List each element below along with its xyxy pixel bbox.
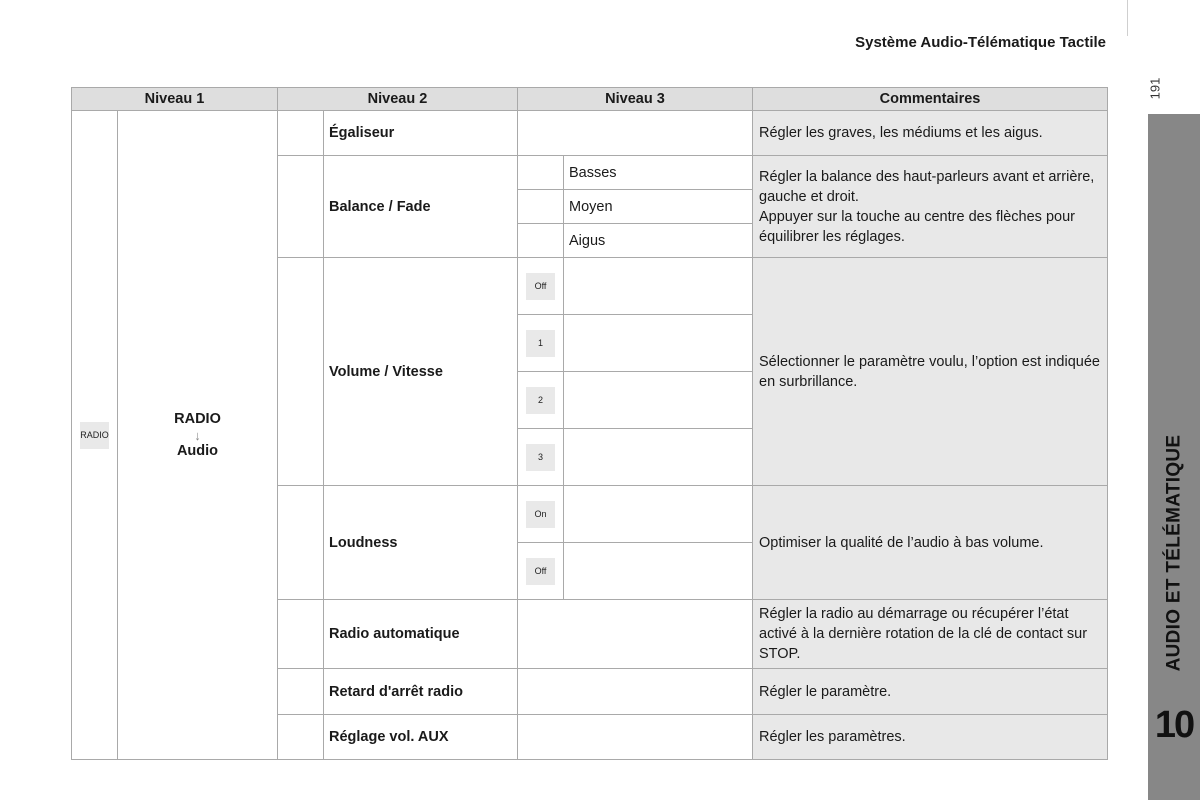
comment-cell: Régler les graves, les médiums et les aigus.: [753, 111, 1108, 156]
page-number-text: 191: [1147, 77, 1163, 99]
level3-empty-cell: [518, 600, 753, 669]
chapter-title-text: AUDIO ET TÉLÉMATIQUE: [1163, 434, 1184, 672]
level2-icon-cell: [278, 111, 324, 156]
radio-icon: RADIO: [80, 422, 109, 449]
comment-cell: Régler les paramètres.: [753, 715, 1108, 760]
on-option-icon: On: [526, 501, 555, 528]
header-niveau-3: Niveau 3: [518, 88, 753, 111]
off-option-icon: Off: [526, 273, 555, 300]
level2-icon-cell: [278, 715, 324, 760]
level3-icon-cell: [518, 486, 564, 543]
level3-icon-cell: [518, 372, 564, 429]
chapter-title: [1157, 420, 1191, 686]
top-rule: [1127, 0, 1128, 36]
level3-option: Aigus: [564, 224, 753, 258]
comment-cell: [753, 156, 1108, 258]
level1-title-cell: [118, 111, 278, 760]
comment-line: Régler la balance des haut-parleurs avant et arrière, gauche et droit.: [759, 168, 1095, 205]
comment-cell: Sélectionner le paramètre voulu, l’option est indiquée en surbrillance.: [753, 258, 1108, 486]
header-niveau-1: Niveau 1: [72, 88, 278, 111]
level2-icon-cell: [278, 486, 324, 600]
level2-icon-cell: [278, 669, 324, 715]
comment-cell: Régler la radio au démarrage ou récupérer l’état activé à la dernière rotation de la clé de contact sur STOP.: [753, 600, 1108, 669]
level2-label: Égaliseur: [324, 111, 518, 156]
level3-empty-cell: [518, 111, 753, 156]
level2-icon-cell: [278, 156, 324, 258]
level2-label: Loudness: [324, 486, 518, 600]
level3-option: Basses: [564, 156, 753, 190]
level2-icon-cell: [278, 600, 324, 669]
level-1-option-icon: 1: [526, 330, 555, 357]
level2-label: Réglage vol. AUX: [324, 715, 518, 760]
level3-option: Moyen: [564, 190, 753, 224]
page-number: [1143, 74, 1167, 102]
level2-label: Retard d'arrêt radio: [324, 669, 518, 715]
comment-line: Appuyer sur la touche au centre des flèches pour équilibrer les réglages.: [759, 208, 1075, 245]
page-header-title: Système Audio-Télématique Tactile: [855, 34, 1106, 51]
level3-empty-cell: [518, 715, 753, 760]
level3-icon-cell: [518, 224, 564, 258]
level1-icon-cell: [72, 111, 118, 760]
level3-empty-cell: [564, 315, 753, 372]
comment-cell: Régler le paramètre.: [753, 669, 1108, 715]
table-row-egaliseur: [72, 111, 1108, 156]
level1-subtitle: Audio: [176, 443, 219, 459]
level3-empty-cell: [564, 372, 753, 429]
comment-cell: Optimiser la qualité de l’audio à bas volume.: [753, 486, 1108, 600]
level3-icon-cell: [518, 543, 564, 600]
level-2-option-icon: 2: [526, 387, 555, 414]
level3-icon-cell: [518, 156, 564, 190]
level2-icon-cell: [278, 258, 324, 486]
table-header-row: [72, 88, 1108, 111]
level3-empty-cell: [564, 258, 753, 315]
level1-title: RADIO: [174, 411, 221, 427]
level2-label: Balance / Fade: [324, 156, 518, 258]
header-niveau-2: Niveau 2: [278, 88, 518, 111]
level-3-option-icon: 3: [526, 444, 555, 471]
settings-table: [71, 87, 1108, 760]
header-commentaires: Commentaires: [753, 88, 1108, 111]
off-option-icon: Off: [526, 558, 555, 585]
level2-label: Volume / Vitesse: [324, 258, 518, 486]
level2-label: Radio automatique: [324, 600, 518, 669]
level3-icon-cell: [518, 429, 564, 486]
level3-empty-cell: [564, 543, 753, 600]
chapter-number: 10: [1154, 704, 1194, 746]
level3-empty-cell: [564, 486, 753, 543]
level3-empty-cell: [564, 429, 753, 486]
level3-empty-cell: [518, 669, 753, 715]
level3-icon-cell: [518, 258, 564, 315]
level3-icon-cell: [518, 190, 564, 224]
level3-icon-cell: [518, 315, 564, 372]
down-arrow-icon: ↓: [194, 428, 201, 443]
